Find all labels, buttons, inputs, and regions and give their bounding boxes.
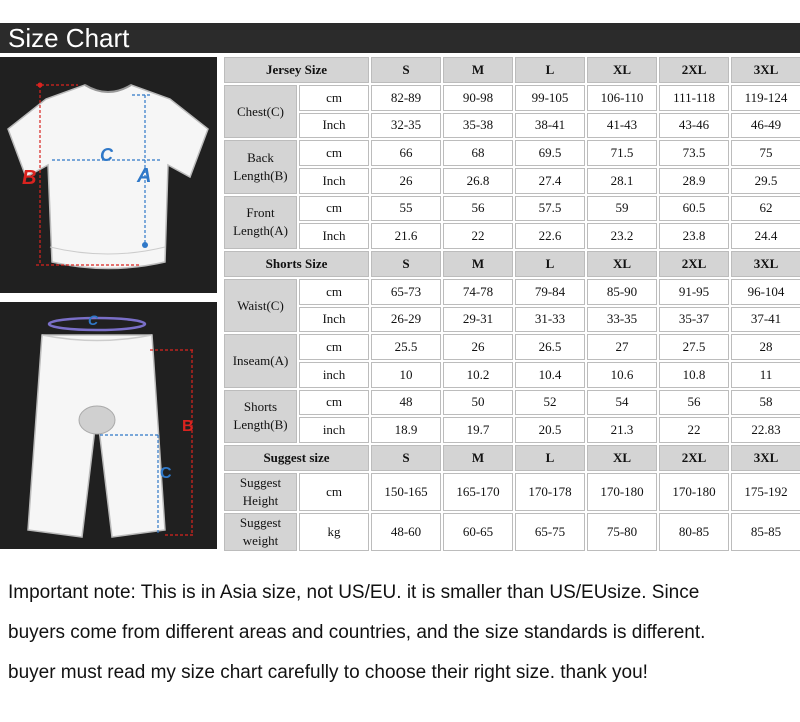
table-row [224, 223, 800, 249]
value-cell: 27.4 [515, 168, 585, 194]
value-cell: 10.2 [443, 362, 513, 388]
value-cell: 80-85 [659, 513, 729, 551]
shorts-label-b: B [182, 418, 194, 435]
value-cell: 74-78 [443, 279, 513, 305]
value-cell: 19.7 [443, 417, 513, 443]
value-cell: 54 [587, 390, 657, 416]
unit-cell: cm [299, 473, 369, 511]
size-header-cell: S [371, 57, 441, 83]
value-cell: 21.6 [371, 223, 441, 249]
jersey-label-b: B [22, 167, 37, 189]
size-header-cell: M [443, 445, 513, 471]
size-header-cell: 2XL [659, 251, 729, 277]
value-cell: 50 [443, 390, 513, 416]
shorts-size-title: Shorts Size [224, 251, 369, 277]
value-cell: 48 [371, 390, 441, 416]
value-cell: 26 [371, 168, 441, 194]
value-cell: 27 [587, 334, 657, 360]
value-cell: 22.6 [515, 223, 585, 249]
value-cell: 150-165 [371, 473, 441, 511]
value-cell: 26-29 [371, 307, 441, 333]
value-cell: 91-95 [659, 279, 729, 305]
size-header-cell: L [515, 251, 585, 277]
size-header-cell: 2XL [659, 57, 729, 83]
value-cell: 99-105 [515, 85, 585, 111]
row-label: Waist(C) [224, 279, 297, 332]
unit-cell: cm [299, 334, 369, 360]
value-cell: 10.4 [515, 362, 585, 388]
table-row [224, 168, 800, 194]
value-cell: 175-192 [731, 473, 800, 511]
jersey-size-title: Jersey Size [224, 57, 369, 83]
value-cell: 29.5 [731, 168, 800, 194]
value-cell: 23.2 [587, 223, 657, 249]
shorts-label-c: C [160, 465, 172, 482]
value-cell: 85-85 [731, 513, 800, 551]
table-row [224, 85, 800, 111]
important-note-line: Important note: This is in Asia size, not US/EU. it is smaller than US/EUsize. Since [8, 582, 700, 603]
value-cell: 82-89 [371, 85, 441, 111]
value-cell: 170-180 [659, 473, 729, 511]
value-cell: 26.5 [515, 334, 585, 360]
unit-cell: inch [299, 362, 369, 388]
value-cell: 73.5 [659, 140, 729, 166]
table-row [224, 334, 800, 360]
size-header-cell: L [515, 445, 585, 471]
value-cell: 29-31 [443, 307, 513, 333]
row-label: Front Length(A) [224, 196, 297, 249]
value-cell: 59 [587, 196, 657, 222]
table-row [224, 307, 800, 333]
shorts-header-row [224, 251, 800, 277]
jersey-label-c: C [100, 145, 113, 165]
value-cell: 65-73 [371, 279, 441, 305]
row-label: Chest(C) [224, 85, 297, 138]
unit-cell: Inch [299, 113, 369, 139]
value-cell: 10.6 [587, 362, 657, 388]
value-cell: 26.8 [443, 168, 513, 194]
value-cell: 22.83 [731, 417, 800, 443]
size-header-cell: 3XL [731, 57, 800, 83]
value-cell: 37-41 [731, 307, 800, 333]
value-cell: 35-38 [443, 113, 513, 139]
table-row [224, 417, 800, 443]
shorts-illustration [0, 302, 217, 549]
value-cell: 52 [515, 390, 585, 416]
value-cell: 69.5 [515, 140, 585, 166]
unit-cell: Inch [299, 168, 369, 194]
row-label: Suggest weight [224, 513, 297, 551]
value-cell: 24.4 [731, 223, 800, 249]
value-cell: 25.5 [371, 334, 441, 360]
value-cell: 38-41 [515, 113, 585, 139]
value-cell: 22 [443, 223, 513, 249]
value-cell: 111-118 [659, 85, 729, 111]
row-label: Shorts Length(B) [224, 390, 297, 443]
size-header-cell: M [443, 57, 513, 83]
value-cell: 31-33 [515, 307, 585, 333]
table-row [224, 513, 800, 551]
important-note-line: buyer must read my size chart carefully to choose their right size. thank you! [8, 662, 648, 683]
value-cell: 48-60 [371, 513, 441, 551]
table-row [224, 196, 800, 222]
table-row [224, 473, 800, 511]
header-title: Size Chart [8, 23, 130, 53]
size-header-cell: 3XL [731, 251, 800, 277]
suggest-header-row [224, 445, 800, 471]
value-cell: 26 [443, 334, 513, 360]
size-header-cell: 3XL [731, 445, 800, 471]
size-chart-header [0, 23, 800, 53]
jersey-label-a: A [137, 165, 152, 187]
value-cell: 65-75 [515, 513, 585, 551]
value-cell: 56 [443, 196, 513, 222]
unit-cell: inch [299, 417, 369, 443]
unit-cell: cm [299, 279, 369, 305]
unit-cell: Inch [299, 307, 369, 333]
value-cell: 60.5 [659, 196, 729, 222]
table-row [224, 113, 800, 139]
size-table [222, 55, 800, 553]
value-cell: 28 [731, 334, 800, 360]
value-cell: 27.5 [659, 334, 729, 360]
value-cell: 68 [443, 140, 513, 166]
size-header-cell: S [371, 251, 441, 277]
value-cell: 33-35 [587, 307, 657, 333]
value-cell: 23.8 [659, 223, 729, 249]
suggest-size-title: Suggest size [224, 445, 369, 471]
unit-cell: Inch [299, 223, 369, 249]
value-cell: 66 [371, 140, 441, 166]
row-label: Suggest Height [224, 473, 297, 511]
value-cell: 18.9 [371, 417, 441, 443]
value-cell: 85-90 [587, 279, 657, 305]
value-cell: 71.5 [587, 140, 657, 166]
value-cell: 28.1 [587, 168, 657, 194]
size-header-cell: XL [587, 445, 657, 471]
size-header-cell: L [515, 57, 585, 83]
size-header-cell: XL [587, 57, 657, 83]
value-cell: 58 [731, 390, 800, 416]
unit-cell: cm [299, 390, 369, 416]
value-cell: 43-46 [659, 113, 729, 139]
value-cell: 56 [659, 390, 729, 416]
value-cell: 41-43 [587, 113, 657, 139]
value-cell: 79-84 [515, 279, 585, 305]
value-cell: 28.9 [659, 168, 729, 194]
unit-cell: kg [299, 513, 369, 551]
value-cell: 21.3 [587, 417, 657, 443]
value-cell: 170-180 [587, 473, 657, 511]
value-cell: 96-104 [731, 279, 800, 305]
important-note-line: buyers come from different areas and countries, and the size standards is different. [8, 622, 706, 643]
value-cell: 11 [731, 362, 800, 388]
value-cell: 20.5 [515, 417, 585, 443]
unit-cell: cm [299, 196, 369, 222]
row-label: Inseam(A) [224, 334, 297, 387]
value-cell: 57.5 [515, 196, 585, 222]
unit-cell: cm [299, 140, 369, 166]
value-cell: 10 [371, 362, 441, 388]
table-row [224, 362, 800, 388]
jersey-header-row [224, 57, 800, 83]
value-cell: 106-110 [587, 85, 657, 111]
size-header-cell: S [371, 445, 441, 471]
value-cell: 165-170 [443, 473, 513, 511]
table-row [224, 390, 800, 416]
value-cell: 35-37 [659, 307, 729, 333]
size-header-cell: M [443, 251, 513, 277]
value-cell: 60-65 [443, 513, 513, 551]
size-header-cell: XL [587, 251, 657, 277]
value-cell: 46-49 [731, 113, 800, 139]
value-cell: 75 [731, 140, 800, 166]
value-cell: 119-124 [731, 85, 800, 111]
value-cell: 90-98 [443, 85, 513, 111]
value-cell: 62 [731, 196, 800, 222]
value-cell: 32-35 [371, 113, 441, 139]
unit-cell: cm [299, 85, 369, 111]
table-row [224, 279, 800, 305]
value-cell: 170-178 [515, 473, 585, 511]
value-cell: 10.8 [659, 362, 729, 388]
value-cell: 55 [371, 196, 441, 222]
value-cell: 75-80 [587, 513, 657, 551]
size-header-cell: 2XL [659, 445, 729, 471]
table-row [224, 140, 800, 166]
jersey-illustration [0, 57, 217, 293]
row-label: Back Length(B) [224, 140, 297, 193]
value-cell: 22 [659, 417, 729, 443]
shorts-label-waist: C [88, 312, 99, 328]
